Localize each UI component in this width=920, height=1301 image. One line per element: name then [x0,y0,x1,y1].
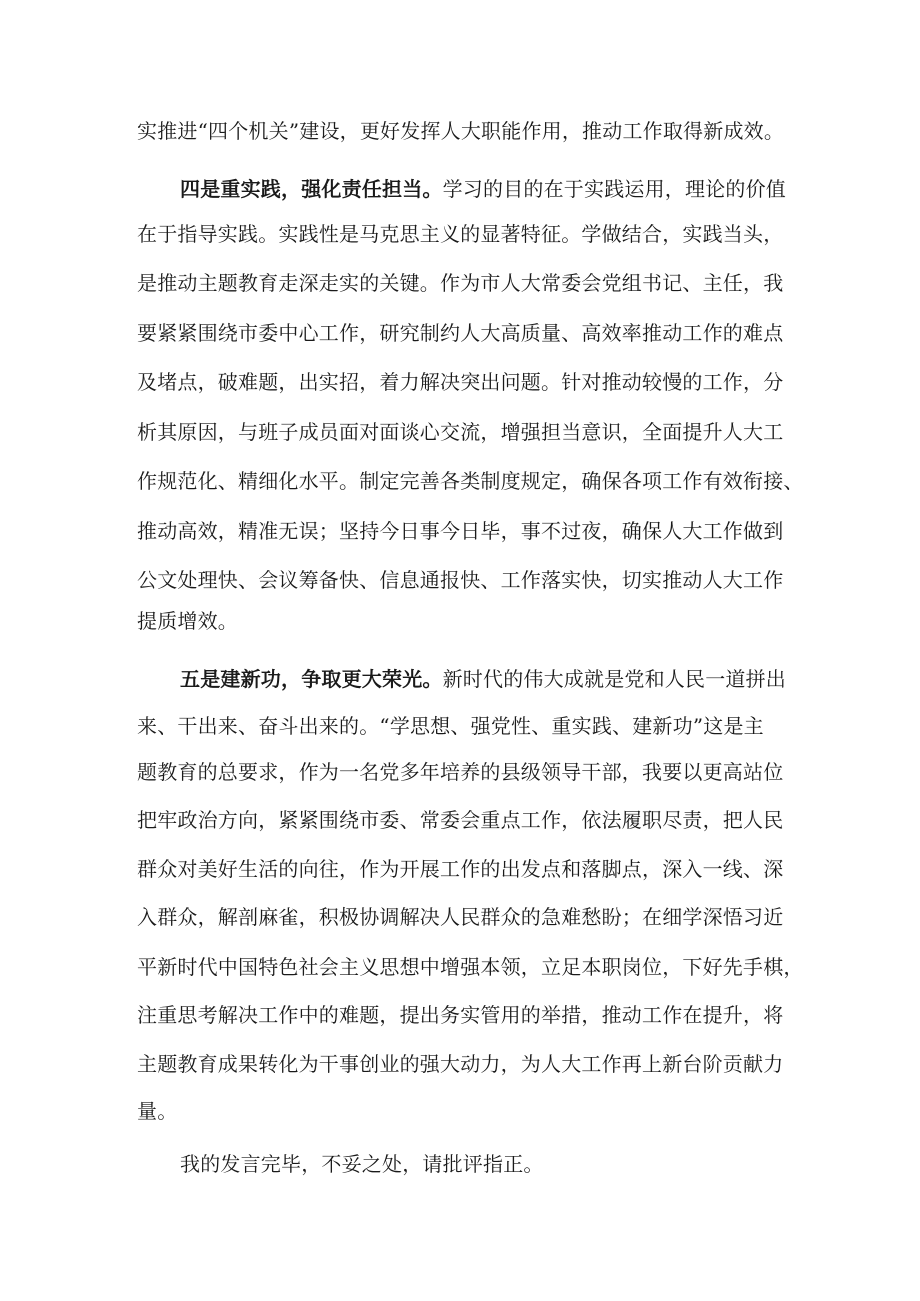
section5-line: 主题教育成果转化为干事创业的强大动力，为人大工作再上新台阶贡献力 [137,1052,784,1076]
section5-line: 平新时代中国特色社会主义思想中增强本领，立足本职岗位，下好先手棋， [137,955,804,979]
section5-line: 量。 [137,1099,178,1123]
section4-line: 公文处理快、会议筹备快、信息通报快、工作落实快，切实推动人大工作 [137,568,784,592]
section5-line: 群众对美好生活的向往，作为开展工作的出发点和落脚点，深入一线、深 [137,857,784,881]
section4-first-line [180,175,786,203]
section4-line: 析其原因，与班子成员面对面谈心交流，增强担当意识，全面提升人大工 [137,420,784,444]
section5-line: 题教育的总要求，作为一名党多年培养的县级领导干部，我要以更高站位 [137,760,784,784]
section4-line: 在于指导实践。实践性是马克思主义的显著特征。学做结合，实践当头， [137,222,784,246]
section4-line: 要紧紧围绕市委中心工作，研究制约人大高质量、高效率推动工作的难点 [137,321,784,345]
section4-line: 推动高效，精准无误；坚持今日事今日毕，事不过夜，确保人大工作做到 [137,519,784,543]
section5-line: 入群众，解剖麻雀，积极协调解决人民群众的急难愁盼；在细学深悟习近 [137,905,784,929]
section4-line: 学习的目的在于实践运用，理论的价值 [442,177,787,201]
section5-line: 来、干出来、奋斗出来的。“学思想、强党性、重实践、建新功”这是主 [137,714,764,738]
section4-line: 提质增效。 [137,609,238,633]
paragraph-line: 实推进“四个机关”建设，更好发挥人大职能作用，推动工作取得新成效。 [137,119,785,143]
section4-line: 作规范化、精细化水平。制定完善各类制度规定，确保各项工作有效衔接、 [137,469,804,493]
section5-line: 把牢政治方向，紧紧围绕市委、常委会重点工作，依法履职尽责，把人民 [137,808,784,832]
section5-line: 新时代的伟大成就是党和人民一道拼出 [442,667,787,691]
section5-line: 注重思考解决工作中的难题，提出务实管用的举措，推动工作在提升，将 [137,1003,784,1027]
section5-first-line [180,665,786,693]
section4-line: 及堵点，破难题，出实招，着力解决突出问题。针对推动较慢的工作，分 [137,370,784,394]
closing-line: 我的发言完毕，不妥之处，请批评指正。 [180,1152,544,1176]
section5-lead: 五是建新功，争取更大荣光。 [180,667,443,691]
section4-lead: 四是重实践，强化责任担当。 [180,177,443,201]
section4-line: 是推动主题教育走深走实的关键。作为市人大常委会党组书记、主任，我 [137,271,784,295]
